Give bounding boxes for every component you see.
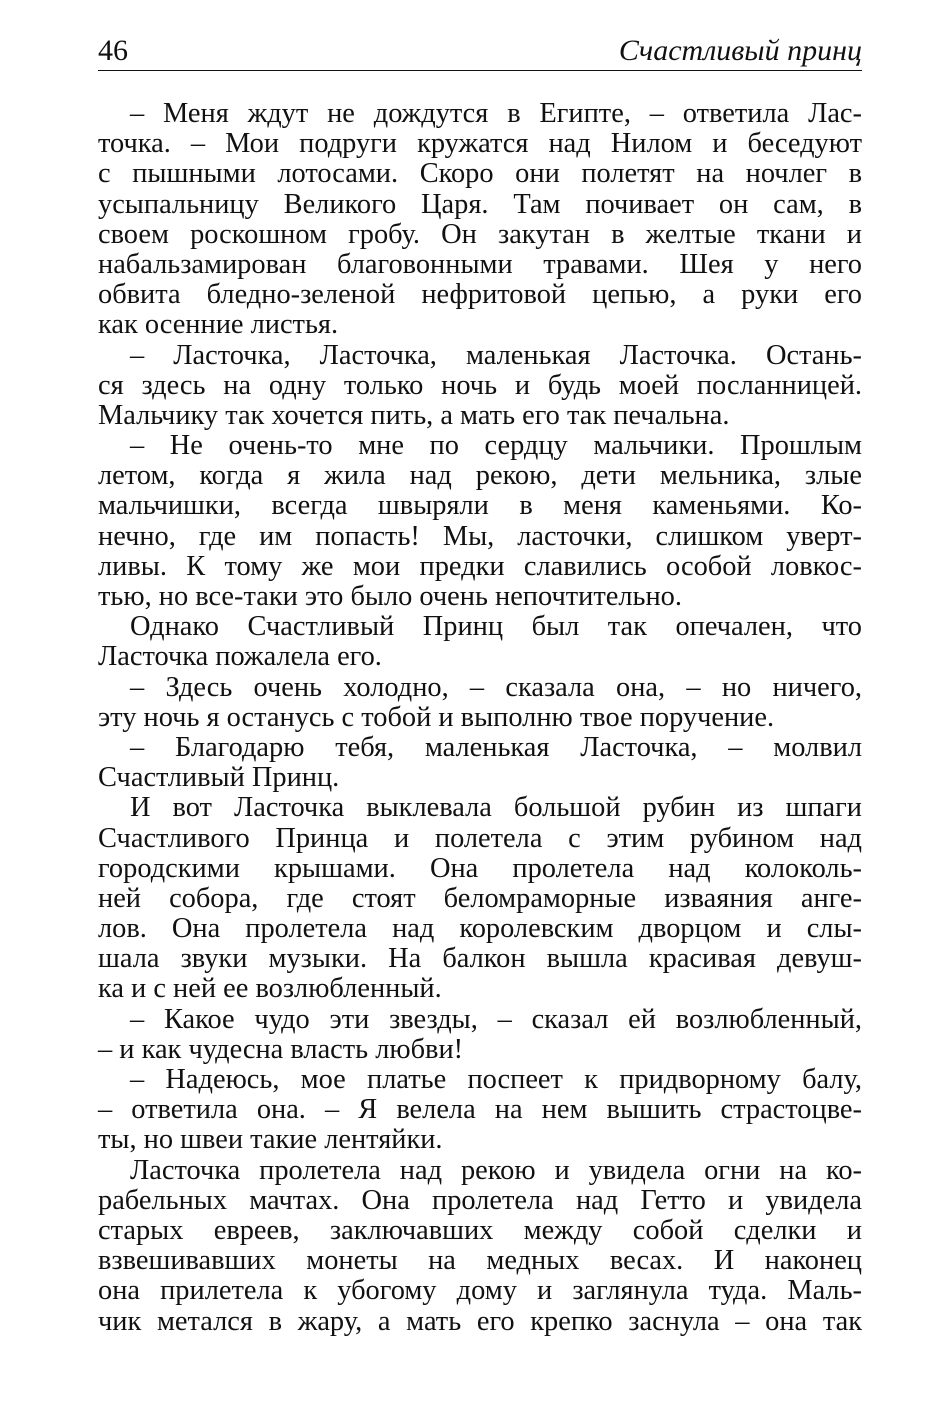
text-line: – ответила она. – Я велела на нем вышить страстоцве-	[98, 1094, 862, 1126]
paragraph	[98, 99, 862, 341]
paragraph	[98, 1065, 862, 1156]
paragraph	[98, 612, 862, 672]
text-line: – Надеюсь, мое платье поспеет к придворному балу,	[130, 1064, 862, 1095]
text-line: она прилетела к убогому дому и заглянула туда. Маль-	[98, 1275, 862, 1307]
running-head	[98, 28, 862, 71]
text-line: точка. – Мои подруги кружатся над Нилом и беседуют	[98, 128, 862, 160]
text-line: летом, когда я жила над рекою, дети мельника, злые	[98, 460, 862, 492]
paragraph	[98, 733, 862, 793]
text-line: ливы. К тому же мои предки славились особой ловкос-	[98, 550, 862, 582]
paragraph	[98, 431, 862, 612]
running-title: Счастливый принц	[618, 34, 862, 67]
text-line: обвита бледно-зеленой нефритовой цепью, а руки его	[98, 279, 862, 311]
body-text	[98, 99, 862, 1337]
text-line: взвешивавших монеты на медных весах. И наконец	[98, 1245, 862, 1277]
page-number: 46	[98, 34, 128, 67]
text-line: Однако Счастливый Принц был так опечален, что	[130, 611, 862, 643]
text-line: шала звуки музыки. На балкон вышла красивая девуш-	[98, 943, 862, 975]
text-line: Счастливого Принца и полетела с этим рубином над	[98, 822, 862, 854]
text-line: ней собора, где стоят беломраморные изваяния анге-	[98, 882, 862, 914]
text-line: ты, но швеи такие лентяйки.	[98, 1124, 443, 1156]
paragraph	[98, 1005, 862, 1065]
paragraph	[98, 673, 862, 733]
text-line: как осенние листья.	[98, 309, 339, 341]
text-line: лов. Она пролетела над королевским дворцом и слы-	[98, 913, 862, 945]
text-line: набальзамирован благовонными травами. Шея у него	[98, 248, 862, 280]
text-line: – Не очень-то мне по сердцу мальчики. Прошлым	[130, 430, 862, 462]
text-line: усыпальницу Великого Царя. Там почивает он сам, в	[98, 188, 862, 220]
text-line: ся здесь на одну только ночь и будь моей посланницей.	[98, 369, 862, 401]
text-line: городскими крышами. Она пролетела над колоколь-	[98, 852, 862, 884]
text-line: И вот Ласточка выклевала большой рубин из шпаги	[130, 792, 862, 824]
text-line: с пышными лотосами. Скоро они полетят на ночлег в	[98, 158, 862, 190]
text-line: рабельных мачтах. Она пролетела над Гетто и увидела	[98, 1184, 862, 1216]
text-line: – и как чудесна власть любви!	[98, 1033, 464, 1065]
text-line: – Какое чудо эти звезды, – сказал ей возлюбленный,	[130, 1003, 862, 1035]
paragraph	[98, 793, 862, 1004]
text-line: – Ласточка, Ласточка, маленькая Ласточка. Остань-	[130, 339, 862, 371]
text-line: – Благодарю тебя, маленькая Ласточка, – молвил	[130, 731, 862, 763]
text-line: Ласточка пожалела его.	[98, 641, 382, 673]
text-line: своем роскошном гробу. Он закутан в желтые ткани и	[98, 218, 862, 250]
text-line: мальчишки, всегда швыряли в меня каменьями. Ко-	[98, 490, 862, 522]
text-line: старых евреев, заключавших между собой сделки и	[98, 1214, 862, 1246]
text-line: нечно, где им попасть! Мы, ласточки, слишком уверт-	[98, 520, 862, 552]
text-line: – Меня ждут не дождутся в Египте, – ответила Лас-	[130, 98, 862, 129]
text-line: эту ночь я останусь с тобой и выполню твое поручение.	[98, 701, 775, 733]
book-page	[98, 28, 862, 1408]
text-line: тью, но все-таки это было очень непочтительно.	[98, 581, 682, 612]
text-line: ка и с ней ее возлюбленный.	[98, 973, 442, 1005]
text-line: чик метался в жару, а мать его крепко заснула – она так	[98, 1305, 862, 1337]
text-line: – Здесь очень холодно, – сказала она, – но ничего,	[130, 671, 862, 703]
paragraph	[98, 341, 862, 432]
text-line: Ласточка пролетела над рекою и увидела огни на ко-	[130, 1154, 862, 1186]
paragraph	[98, 1156, 862, 1337]
text-line: Мальчику так хочется пить, а мать его так печальна.	[98, 399, 730, 431]
text-line: Счастливый Принц.	[98, 762, 340, 794]
